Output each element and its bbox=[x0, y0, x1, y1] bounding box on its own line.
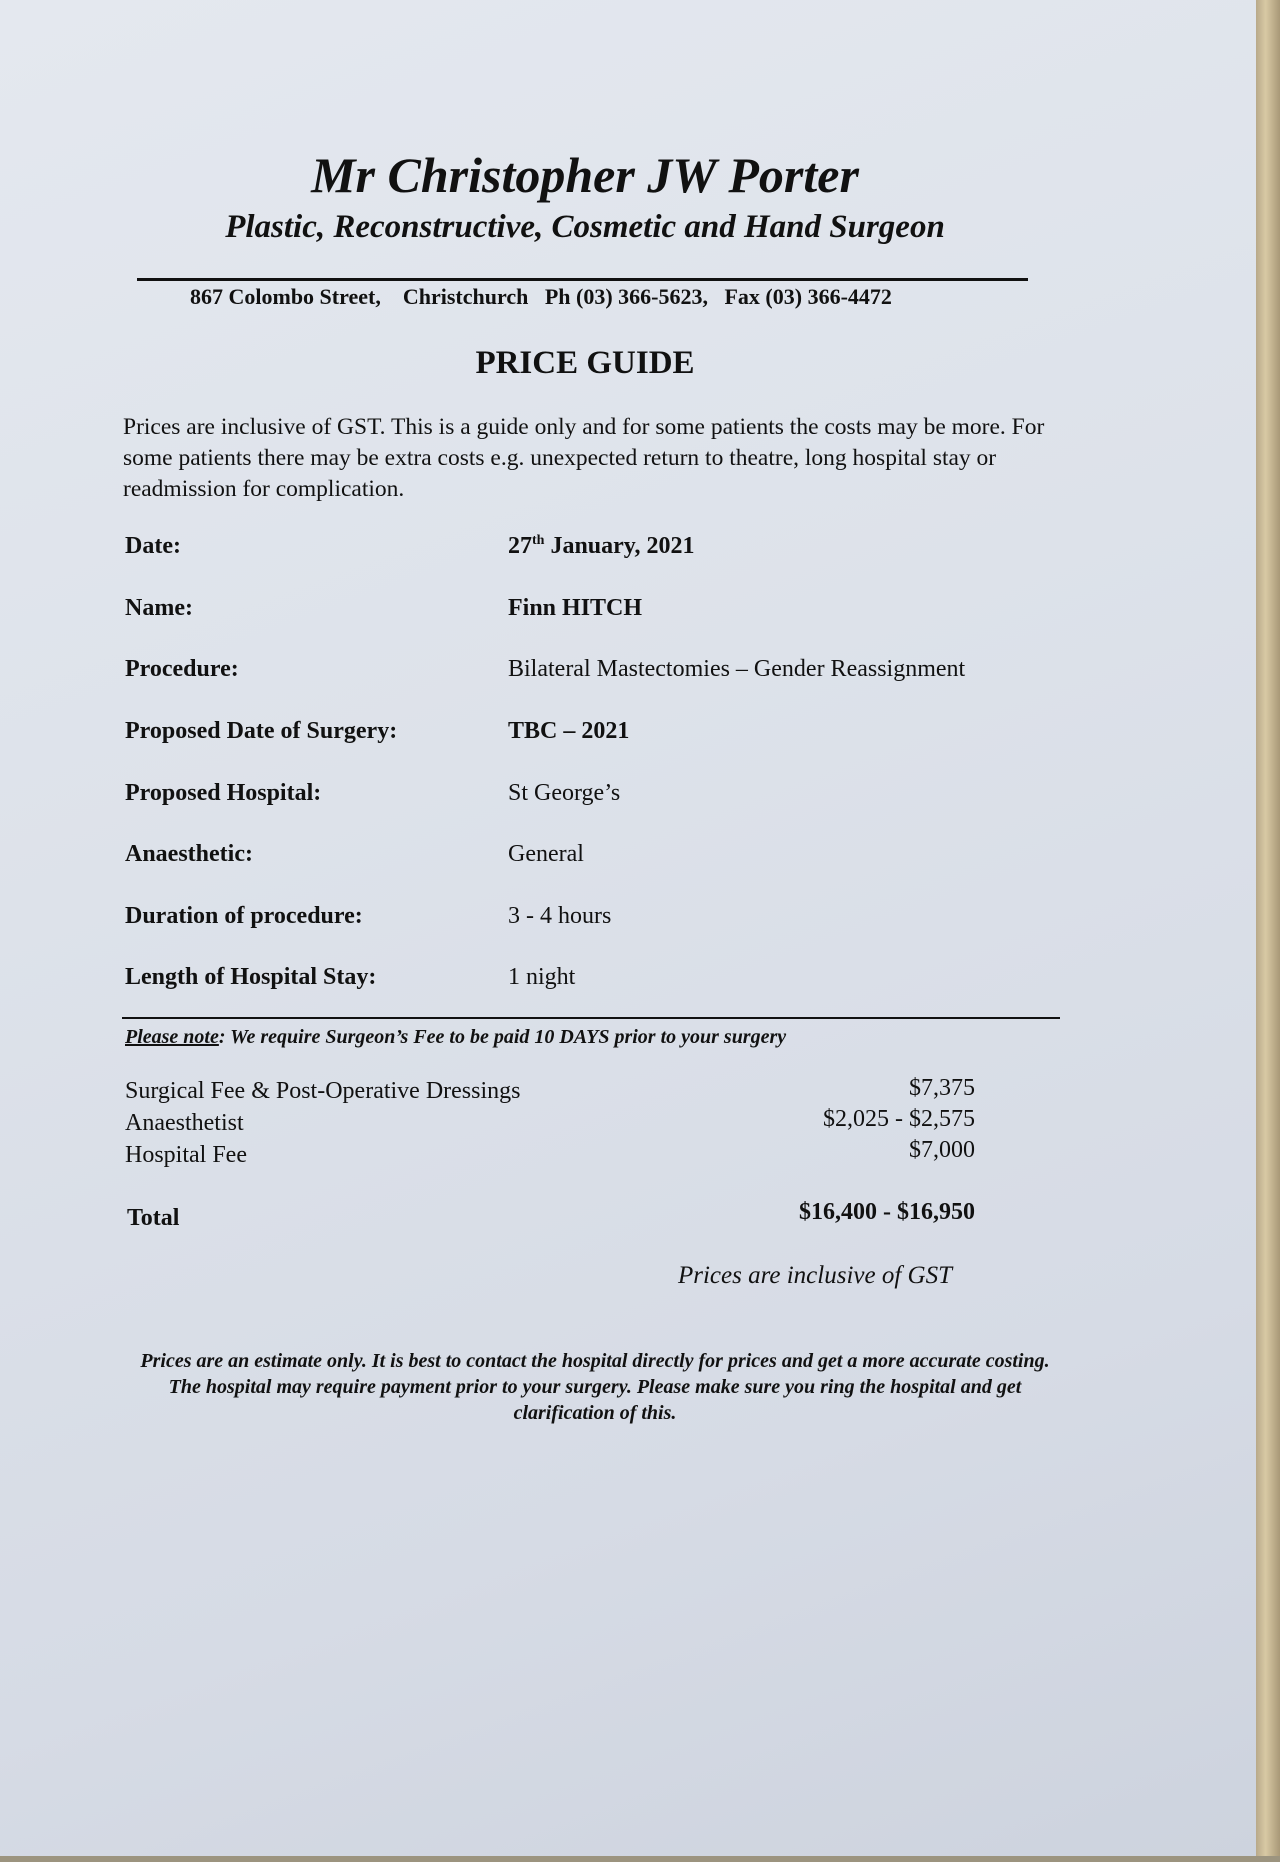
detail-value-stay: 1 night bbox=[508, 964, 576, 990]
detail-value-anaesthetic: General bbox=[508, 841, 584, 867]
date-suffix: th bbox=[532, 533, 545, 548]
fee-label: Hospital Fee bbox=[125, 1142, 247, 1168]
paper-edge bbox=[1256, 0, 1280, 1862]
detail-label: Anaesthetic: bbox=[125, 841, 253, 867]
note-text: : We require Surgeon’s Fee to be paid 10 DAYS prior to your surgery bbox=[218, 1026, 787, 1048]
details-divider bbox=[122, 1017, 1060, 1019]
document-title: PRICE GUIDE bbox=[475, 345, 695, 381]
payment-note bbox=[125, 1026, 786, 1049]
detail-value-date bbox=[508, 533, 694, 560]
letterhead bbox=[0, 145, 1170, 246]
detail-value-hospital: St George’s bbox=[508, 780, 621, 806]
intro-paragraph: Prices are inclusive of GST. This is a guide only and for some patients the costs may be more. For some patients there may be extra costs e.g. unexpected return to theatre, long hospital stay or readmission for complication. bbox=[123, 414, 1045, 502]
table-edge bbox=[0, 1856, 1280, 1862]
detail-value-procedure: Bilateral Mastectomies – Gender Reassignment bbox=[508, 656, 966, 682]
header-divider bbox=[137, 278, 1028, 281]
detail-value-surgery-date: TBC – 2021 bbox=[508, 718, 630, 744]
detail-label: Procedure: bbox=[125, 656, 239, 682]
fee-amount: $7,000 bbox=[909, 1137, 975, 1163]
detail-label: Length of Hospital Stay: bbox=[125, 964, 377, 990]
detail-label: Duration of procedure: bbox=[125, 903, 363, 929]
fee-amount: $2,025 - $2,575 bbox=[823, 1106, 975, 1132]
detail-label: Name: bbox=[125, 595, 193, 621]
date-rest: January, 2021 bbox=[544, 533, 695, 559]
surgeon-name: Mr Christopher JW Porter bbox=[311, 147, 859, 203]
total-amount: $16,400 - $16,950 bbox=[799, 1199, 975, 1225]
contact-address: 867 Colombo Street, Christchurch Ph (03) 366-5623, Fax (03) 366-4472 bbox=[190, 284, 892, 309]
fee-label: Anaesthetist bbox=[125, 1110, 244, 1136]
gst-note: Prices are inclusive of GST bbox=[677, 1262, 952, 1289]
detail-label: Proposed Date of Surgery: bbox=[125, 718, 398, 744]
surgeon-specialty: Plastic, Reconstructive, Cosmetic and Hand Surgeon bbox=[225, 209, 945, 245]
fee-amount: $7,375 bbox=[909, 1075, 975, 1101]
detail-value-duration: 3 - 4 hours bbox=[508, 903, 612, 929]
detail-label: Date: bbox=[125, 533, 181, 559]
date-day: 27 bbox=[508, 533, 532, 559]
total-label: Total bbox=[127, 1205, 180, 1231]
note-label: Please note bbox=[125, 1026, 219, 1048]
detail-label: Proposed Hospital: bbox=[125, 780, 322, 806]
disclaimer: Prices are an estimate only. It is best to contact the hospital directly for prices and get a more accurate costing. The hospital may require payment prior to your surgery. Please make sure you ring the hospital and get clarification of this. bbox=[140, 1350, 1050, 1424]
detail-value-name: Finn HITCH bbox=[508, 595, 643, 621]
fee-label: Surgical Fee & Post-Operative Dressings bbox=[125, 1078, 521, 1104]
